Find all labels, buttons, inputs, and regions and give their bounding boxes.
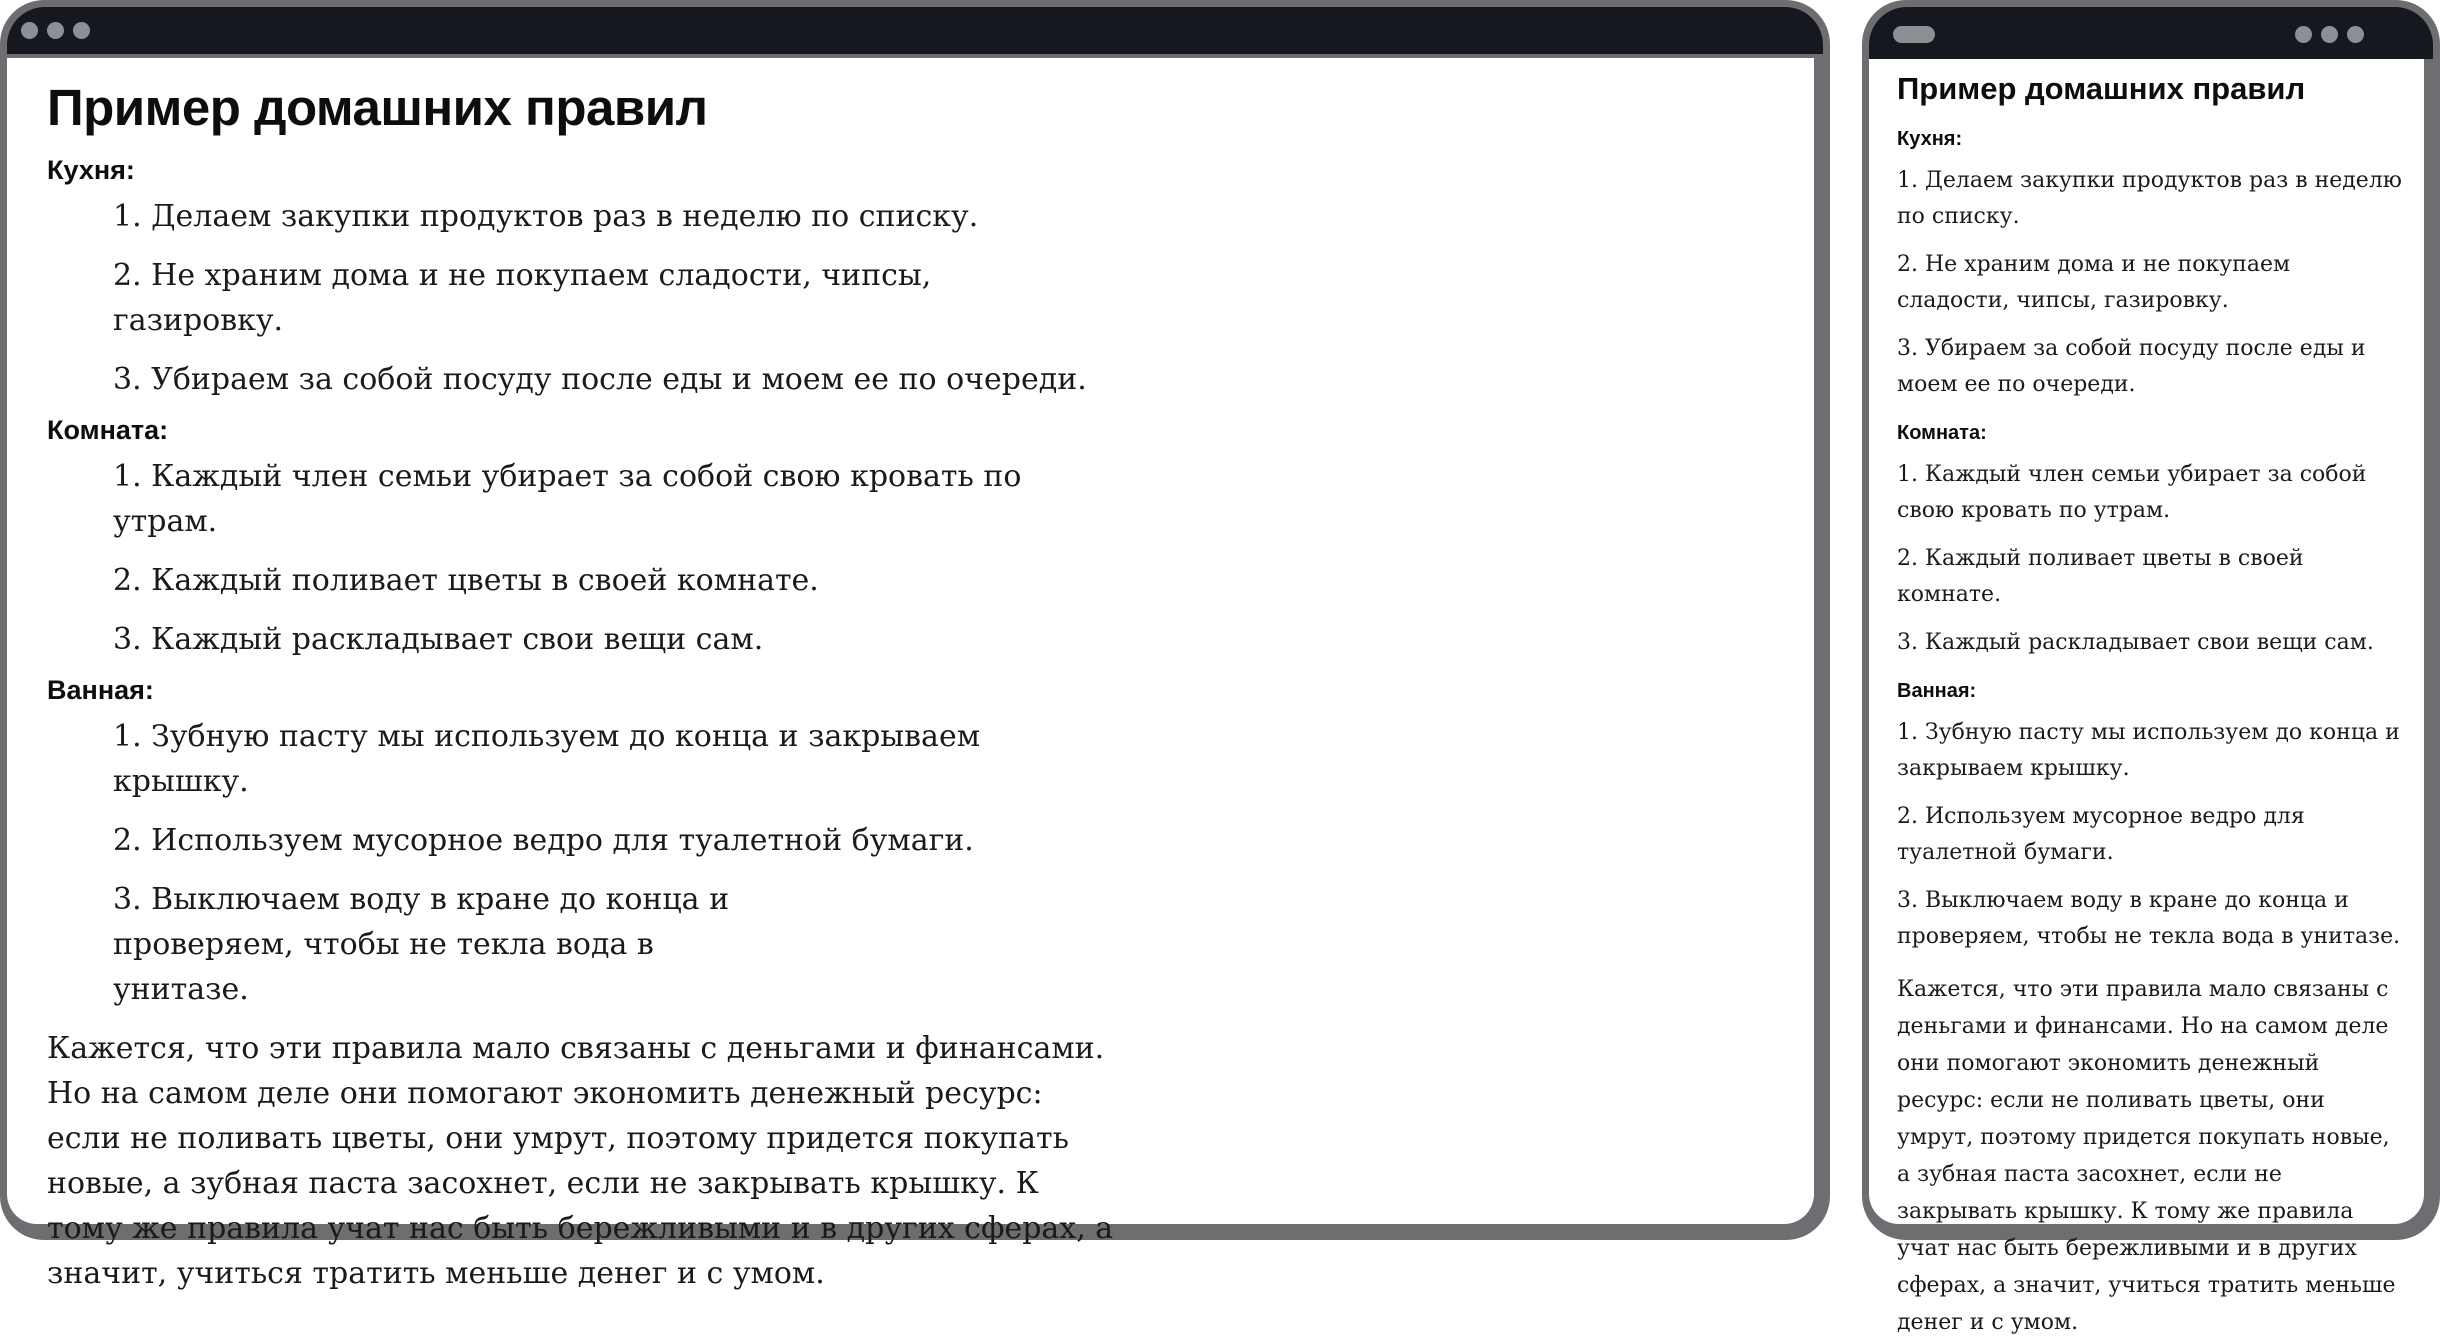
list-item: 1. Делаем закупки продуктов раз в неделю по списку. (1897, 168, 2402, 229)
list-item: 1. Зубную пасту мы используем до конца и закрываем крышку. (1897, 720, 2400, 781)
status-dot-icon (2295, 26, 2312, 43)
status-dot-icon (2321, 26, 2338, 43)
desktop-article (47, 76, 1127, 1296)
list-item: 1. Каждый член семьи убирает за собой свою кровать по утрам. (1897, 462, 2367, 523)
list-item: 1. Зубную пасту мы используем до конца и закрываем крышку. (113, 719, 981, 799)
section-heading-room: Комната: (1897, 422, 1987, 444)
list-item: 1. Каждый член семьи убирает за собой свою кровать по утрам. (113, 459, 1022, 539)
window-dot-icon (21, 22, 38, 39)
status-pill-icon (1893, 26, 1935, 43)
list-item: 3. Каждый раскладывает свои вещи сам. (113, 622, 764, 657)
window-dot-icon (73, 22, 90, 39)
list-item: 3. Выключаем воду в кране до конца и проверяем, чтобы не текла вода в унитазе. (1897, 888, 2401, 949)
rule-list-room (47, 454, 1127, 662)
section-heading-kitchen: Кухня: (1897, 128, 1963, 150)
mobile-article (1897, 67, 2407, 1341)
status-dot-icon (2347, 26, 2364, 43)
conclusion-paragraph: Кажется, что эти правила мало связаны с деньгами и финансами. Но на самом деле они помогают экономить денежный ресурс: если не поливать цветы, они умрут, поэтому придется покупать новые, а зубная паста засохнет, если не закрывать крышку. К тому же правила учат нас быть бережливыми и в других сферах, а значит, учиться тратить меньше денег и с умом. (47, 1031, 1114, 1291)
rule-list-bathroom (47, 714, 1127, 1012)
section-heading-room: Комната: (47, 415, 169, 445)
list-item: 1. Делаем закупки продуктов раз в неделю по списку. (113, 199, 979, 234)
list-item: 3. Убираем за собой посуду после еды и моем ее по очереди. (113, 362, 1087, 397)
list-item: 2. Каждый поливает цветы в своей комнате. (113, 563, 819, 598)
list-item: 3. Каждый раскладывает свои вещи сам. (1897, 630, 2374, 655)
desktop-screen[interactable] (7, 58, 1814, 1291)
window-dot-icon (47, 22, 64, 39)
list-item: 3. Выключаем воду в кране до конца и проверяем, чтобы не текла вода в унитазе. (113, 882, 730, 1007)
page-title: Пример домашних правил (1897, 71, 2306, 106)
mobile-phone-mockup (1862, 0, 2440, 1335)
browser-titlebar (7, 7, 1823, 54)
page-title: Пример домашних правил (47, 79, 708, 136)
list-item: 2. Не храним дома и не покупаем сладости, чипсы, газировку. (1897, 252, 2291, 313)
rule-list-kitchen (47, 194, 1127, 402)
phone-status-bar (1869, 7, 2433, 59)
section-heading-kitchen: Кухня: (47, 155, 135, 185)
section-heading-bathroom: Ванная: (47, 675, 154, 705)
rule-list-kitchen (1897, 163, 2407, 403)
mobile-screen[interactable] (1869, 59, 2424, 1335)
list-item: 3. Убираем за собой посуду после еды и моем ее по очереди. (1897, 336, 2366, 397)
rule-list-room (1897, 457, 2407, 661)
list-item: 2. Используем мусорное ведро для туалетной бумаги. (113, 823, 974, 858)
section-heading-bathroom: Ванная: (1897, 680, 1977, 702)
list-item: 2. Каждый поливает цветы в своей комнате. (1897, 546, 2304, 607)
conclusion-paragraph: Кажется, что эти правила мало связаны с деньгами и финансами. Но на самом деле они помогают экономить денежный ресурс: если не поливать цветы, они умрут, поэтому придется покупать новые, а зубная паста засохнет, если не закрывать крышку. К тому же правила учат нас быть бережливыми и в других сферах, а значит, учиться тратить меньше денег и с умом. (1897, 977, 2396, 1335)
rule-list-bathroom (1897, 715, 2407, 955)
list-item: 2. Не храним дома и не покупаем сладости, чипсы, газировку. (113, 258, 932, 338)
list-item: 2. Используем мусорное ведро для туалетной бумаги. (1897, 804, 2305, 865)
